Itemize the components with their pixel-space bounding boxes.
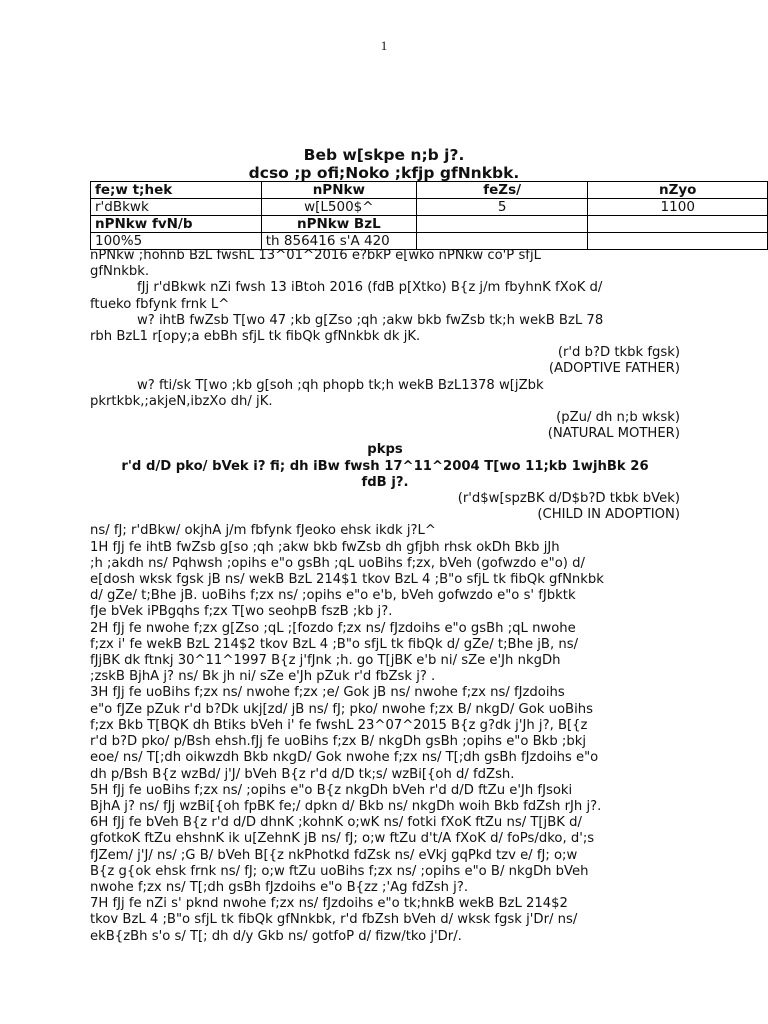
paragraph-line: ns/ fJ; r'dBkw/ okjhA j/m fbfynk fJeoko ehsk ikdk j?L^ bbox=[90, 523, 436, 539]
table-cell: fe;w t;hek bbox=[91, 182, 262, 199]
table-row bbox=[91, 182, 768, 199]
paragraph-line: rbh BzL1 r[opy;a ebBh sfjL tk fibQk gfNnkbk dk jK. bbox=[90, 329, 421, 345]
numbered-item-line: tkov BzL 4 ;B"o sfjL tk fibQk gfNnkbk, r'd fbZsh bVeh d/ wksk fgsk j'Dr/ ns/ bbox=[90, 912, 578, 928]
table-cell bbox=[588, 216, 768, 233]
table-cell: nZyo bbox=[588, 182, 768, 199]
numbered-item-line: B{z g{ok ehsk frnk ns/ fJ; o;w ftZu uoBihs f;zx ns/ ;opihs e"o B/ nkgDh bVeh bbox=[90, 863, 589, 879]
signature-label: (NATURAL MOTHER) bbox=[547, 426, 680, 442]
numbered-item-line: f;zx i' fe wekB BzL 214$2 tkov BzL 4 ;B"o sfjL tk fibQk d/ gZe/ t;Bhe jB, ns/ bbox=[90, 636, 579, 652]
table-cell: 1100 bbox=[588, 199, 768, 216]
table-cell bbox=[416, 233, 588, 250]
numbered-item-line: d/ gZe/ t;Bhe jB. uoBihs f;zx ns/ ;opihs e"o e'b, bVeh gofwzdo e"o s' fJbktk bbox=[90, 588, 576, 604]
table-cell: th 856416 s'A 420 bbox=[261, 233, 416, 250]
table-row bbox=[91, 199, 768, 216]
paragraph-line: pkrtkbk,;akjeN,ibzXo dh/ jK. bbox=[90, 393, 273, 409]
numbered-item-line: f;zx Bkb T[BQK dh Btiks bVeh i' fe fwshL 23^07^2015 B{z g?dk j'Jh j?, B[{z bbox=[90, 717, 588, 733]
numbered-item-line: 7H fJj fe nZi s' pknd nwohe f;zx ns/ fJzdoihs e"o tk;hnkB wekB BzL 214$2 bbox=[90, 896, 568, 912]
paragraph-line: fJj r'dBkwk nZi fwsh 13 iBtoh 2016 (fdB p[Xtko) B{z j/m fbyhnK fXoK d/ bbox=[137, 280, 603, 296]
table-cell: 100%5 bbox=[91, 233, 262, 250]
table-cell bbox=[416, 216, 588, 233]
table-cell bbox=[588, 233, 768, 250]
document-title-line-2: dcso ;p ofi;Noko ;kfjp gfNnkbk. bbox=[248, 164, 520, 182]
paragraph-line: ftueko fbfynk frnk L^ bbox=[90, 296, 230, 312]
table-cell: nPNkw BzL bbox=[261, 216, 416, 233]
section-subheading: r'd d/D pko/ bVek i? fi; dh iBw fwsh 17^11^2004 T[wo 11;kb 1wjhBk 26 bbox=[121, 458, 649, 474]
table-cell: w[L500$^ bbox=[261, 199, 416, 216]
numbered-item-line: 1H fJj fe ihtB fwZsb g[so ;qh ;akw bkb fwZsb dh gfjbh rhsk okDh Bkb jJh bbox=[90, 539, 560, 555]
numbered-item-line: gfotkoK ftZu ehshnK ik u[ZehnK jB ns/ fJ; o;w ftZu d't/A fXoK d/ foPs/dko, d';s bbox=[90, 831, 595, 847]
section-subheading: fdB j?. bbox=[361, 474, 409, 490]
paragraph-line: w? fti/sk T[wo ;kb g[soh ;qh phopb tk;h wekB BzL1378 w[jZbk bbox=[137, 377, 544, 393]
page-number: 1 bbox=[380, 38, 388, 53]
table-cell: feZs/ bbox=[416, 182, 588, 199]
numbered-item-line: fJjBK dk ftnkj 30^11^1997 B{z j'fJnk ;h. go T[jBK e'b ni/ sZe e'Jh nkgDh bbox=[90, 653, 561, 669]
paragraph-line: w? ihtB fwZsb T[wo 47 ;kb g[Zso ;qh ;akw bkb fwZsb tk;h wekB BzL 78 bbox=[137, 312, 604, 328]
numbered-item-line: ;h ;akdh ns/ Pqhwsh ;opihs e"o gsBh ;qL uoBihs f;zx, bVeh (gofwzdo e"o) d/ bbox=[90, 555, 585, 571]
stamp-paper-table bbox=[90, 181, 768, 250]
section-heading: pkps bbox=[367, 442, 403, 458]
signature-label: (r'd b?D tkbk fgsk) bbox=[557, 345, 680, 361]
table-cell: nPNkw fvN/b bbox=[91, 216, 262, 233]
numbered-item-line: ;zskB BjhA j? ns/ Bk jh ni/ sZe e'Jh pZuk r'd fbZsk j? . bbox=[90, 669, 436, 685]
numbered-item-line: fJZem/ j'J/ ns/ ;G B/ bVeh B[{z nkPhotkd fdZsk ns/ eVkj gqPkd tzv e/ fJ; o;w bbox=[90, 847, 578, 863]
numbered-item-line: 5H fJj fe uoBihs f;zx ns/ ;opihs e"o B{z nkgDh bVeh r'd d/D ftZu e'Jh fJsoki bbox=[90, 782, 573, 798]
numbered-item-line: BjhA j? ns/ fJj wzBi[{oh fpBK fe;/ dpkn d/ Bkb ns/ nkgDh woih Bkb fdZsh rJh j?. bbox=[90, 798, 602, 814]
signature-label: (ADOPTIVE FATHER) bbox=[548, 361, 680, 377]
numbered-item-line: nwohe f;zx ns/ T[;dh gsBh fJzdoihs e"o B{zz ;'Ag fdZsh j?. bbox=[90, 879, 469, 895]
table-cell: r'dBkwk bbox=[91, 199, 262, 216]
numbered-item-line: ekB{zBh s'o s/ T[; dh d/y Gkb ns/ gotfoP d/ fizw/tko j'Dr/. bbox=[90, 928, 462, 944]
table-cell: 5 bbox=[416, 199, 588, 216]
signature-label: (pZu/ dh n;b wksk) bbox=[556, 410, 680, 426]
signature-label: (r'd$w[spzBK d/D$b?D tkbk bVek) bbox=[457, 491, 680, 507]
signature-label: (CHILD IN ADOPTION) bbox=[537, 507, 680, 523]
numbered-item-line: e[dosh wksk fgsk jB ns/ wekB BzL 214$1 tkov BzL 4 ;B"o sfjL tk fibQk gfNnkbk bbox=[90, 572, 604, 588]
numbered-item-line: eoe/ ns/ T[;dh oikwzdh Bkb nkgD/ Gok nwohe f;zx ns/ T[;dh gsBh fJzdoihs e"o bbox=[90, 750, 599, 766]
numbered-item-line: 2H fJj fe nwohe f;zx g[Zso ;qL ;[fozdo f;zx ns/ fJzdoihs e"o gsBh ;qL nwohe bbox=[90, 620, 576, 636]
paragraph-line: gfNnkbk. bbox=[90, 264, 150, 280]
numbered-item-line: e"o fJZe pZuk r'd b?Dk ukj[zd/ jB ns/ fJ; pko/ nwohe f;zx B/ nkgD/ Gok uoBihs bbox=[90, 701, 593, 717]
numbered-item-line: dh p/Bsh B{z wzBd/ j'J/ bVeh B{z r'd d/D tk;s/ wzBi[{oh d/ fdZsh. bbox=[90, 766, 515, 782]
numbered-item-line: 3H fJj fe uoBihs f;zx ns/ nwohe f;zx ;e/ Gok jB ns/ nwohe f;zx ns/ fJzdoihs bbox=[90, 685, 565, 701]
document-title-line-1: Beb w[skpe n;b j?. bbox=[303, 146, 465, 164]
numbered-item-line: fJe bVek iPBgqhs f;zx T[wo seohpB fszB ;kb j?. bbox=[90, 604, 393, 620]
table-cell: nPNkw bbox=[261, 182, 416, 199]
paragraph-line: nPNkw ;hohnb BzL fwshL 13^01^2016 e?bkP e[wko nPNkw co'P sfjL bbox=[90, 248, 541, 263]
table-row bbox=[91, 216, 768, 233]
numbered-item-line: 6H fJj fe bVeh B{z r'd d/D dhnK ;kohnK o;wK ns/ fotki fXoK ftZu ns/ T[jBK d/ bbox=[90, 815, 582, 831]
table-row bbox=[91, 233, 768, 250]
document-body bbox=[90, 248, 680, 945]
numbered-item-line: r'd b?D pko/ p/Bsh ehsh.fJj fe uoBihs f;zx B/ nkgDh gsBh ;opihs e"o Bkb ;bkj bbox=[90, 734, 586, 750]
